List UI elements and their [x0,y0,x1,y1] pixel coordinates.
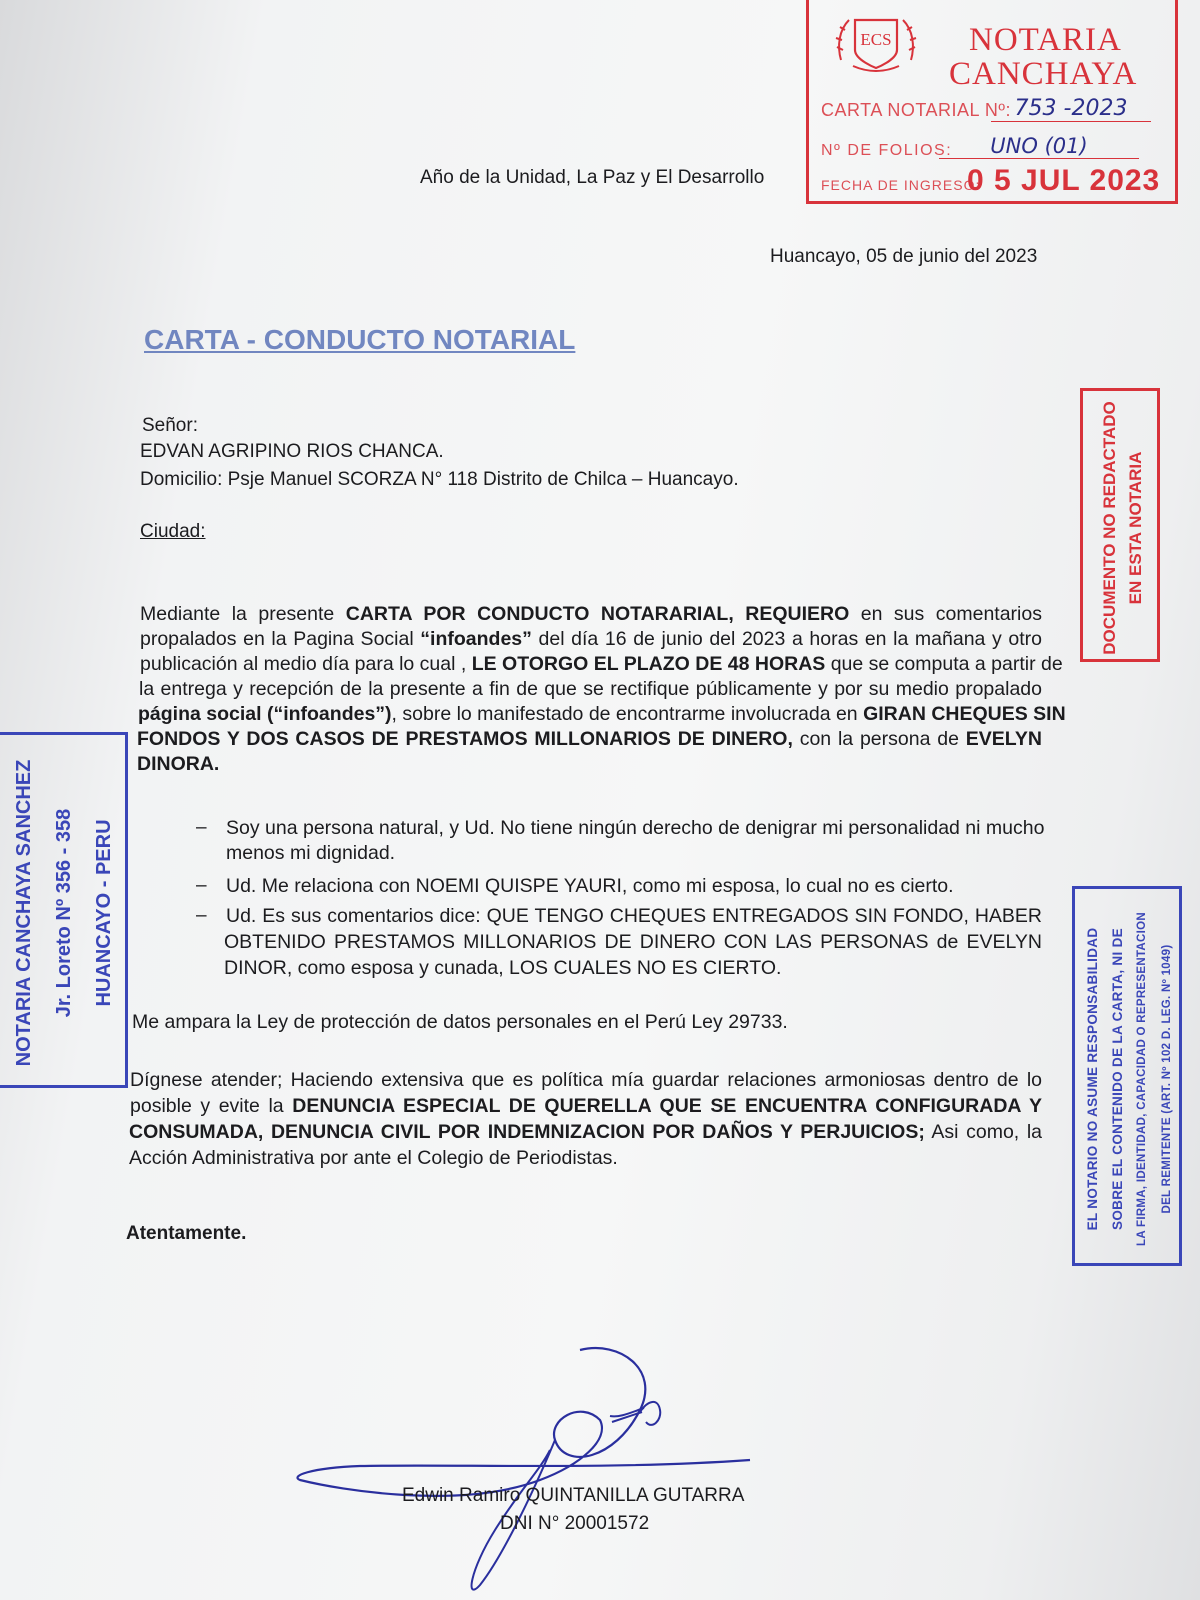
fecha-label: FECHA DE INGRESO: [821,177,981,193]
p1-line-5: página social (“infoandes”), sobre lo manifestado de encontrarme involucrada en GIRAN CHEQUES SIN [138,703,1066,725]
notary-name-1: NOTARIA [969,22,1122,58]
carta-label: CARTA NOTARIAL Nº: [821,100,1011,120]
notary-logo-text: ECS [860,30,892,49]
disclaimer-line-2: SOBRE EL CONTENIDO DE LA CARTA, NI DE [1110,928,1125,1230]
bullet-3-line-1: Ud. Es sus comentarios dice: QUE TENGO CHEQUES ENTREGADOS SIN FONDO, HABER [226,905,1042,927]
disclaimer-line-4: DEL REMITENTE (ART. Nº 102 D. LEG. Nº 1049) [1161,944,1173,1214]
bullet-3-line-3: DINOR, como esposa y cunada, LOS CUALES NO ES CIERTO. [224,957,782,979]
bullet-dash: – [196,817,207,838]
year-motto: Año de la Unidad, La Paz y El Desarrollo [420,167,765,188]
bullet-dash: – [196,905,207,926]
not-drafted-line-2: EN ESTA NOTARIA [1126,451,1145,605]
p1-line-2: propalados en la Pagina Social “infoandes” del día 16 de junio del 2023 a horas en la mañana y otro [140,628,1042,650]
carta-number: 753 -2023 [991,96,1151,122]
p1-line-4: la entrega y recepción de la presente a fin de que se rectifique públicamente y por su medio propalado [139,678,1042,700]
disclaimer-stamp [1072,886,1182,1266]
closing: Atentamente. [126,1223,247,1244]
not-drafted-stamp [1080,388,1160,662]
disclaimer-line-1: EL NOTARIO NO ASUME RESPONSABILIDAD [1085,927,1100,1231]
fecha-value: 0 5 JUL 2023 [967,164,1161,197]
folios-value: UNO (01) [939,134,1139,159]
p1-line-6: FONDOS Y DOS CASOS DE PRESTAMOS MILLONARIOS DE DINERO, con la persona de EVELYN [137,728,1042,750]
bullet-dash: – [196,875,207,896]
bullet-1-line-1: Soy una persona natural, y Ud. No tiene ningún derecho de denigrar mi personalidad ni mucho [226,817,1045,839]
letter-title: CARTA - CONDUCTO NOTARIAL [144,324,576,355]
p2-line-1: Dígnese atender; Haciendo extensiva que es política mía guardar relaciones armoniosas dentro de lo [130,1069,1042,1091]
notary-address-line-2: Jr. Loreto Nº 356 - 358 [53,808,75,1018]
recipient-address: Domicilio: Psje Manuel SCORZA N° 118 Distrito de Chilca – Huancayo. [140,469,739,490]
bullet-1-line-2: menos mi dignidad. [226,842,396,864]
notary-address-stamp [0,732,128,1088]
recipient-name: EDVAN AGRIPINO RIOS CHANCA. [140,441,444,462]
recipient-salutation: Señor: [142,415,198,436]
not-drafted-line-1: DOCUMENTO NO REDACTADO [1100,401,1119,655]
place-date: Huancayo, 05 de junio del 2023 [770,246,1038,267]
signer-dni: DNI N° 20001572 [500,1513,650,1534]
folios-label: Nº DE FOLIOS: [821,142,953,159]
bullet-2: Ud. Me relaciona con NOEMI QUISPE YAURI, como mi esposa, lo cual no es cierto. [226,875,954,897]
signature-scribble [280,1330,760,1600]
notary-logo-icon [833,10,919,74]
p1-line-7: DINORA. [137,753,220,775]
law-reference: Me ampara la Ley de protección de datos personales en el Perú Ley 29733. [132,1011,788,1033]
notary-name-2: CANCHAYA [949,56,1138,92]
notary-address-line-3: HUANCAYO - PERU [93,819,115,1007]
disclaimer-line-3: LA FIRMA, IDENTIDAD, CAPACIDAD O REPRESENTACION [1136,912,1148,1246]
notary-stamp [806,0,1178,204]
signer-name: Edwin Ramiro QUINTANILLA GUTARRA [402,1485,745,1506]
notary-address-line-1: NOTARIA CANCHAYA SANCHEZ [13,759,35,1067]
p2-line-4: Acción Administrativa por ante el Colegio de Periodistas. [129,1147,618,1169]
p1-line-3: publicación al medio día para lo cual , LE OTORGO EL PLAZO DE 48 HORAS que se computa a partir de [140,653,1063,675]
p2-line-2: posible y evite la DENUNCIA ESPECIAL DE QUERELLA QUE SE ENCUENTRA CONFIGURADA Y [130,1095,1042,1117]
recipient-city: Ciudad: [140,521,206,542]
bullet-3-line-2: OBTENIDO PRESTAMOS MILLONARIOS DE DINERO CON LAS PERSONAS de EVELYN [224,931,1042,953]
p2-line-3: CONSUMADA, DENUNCIA CIVIL POR INDEMNIZACION POR DAÑOS Y PERJUICIOS; Asi como, la [129,1121,1042,1143]
p1-line-1: Mediante la presente CARTA POR CONDUCTO NOTARARIAL, REQUIERO en sus comentarios [140,603,1042,625]
